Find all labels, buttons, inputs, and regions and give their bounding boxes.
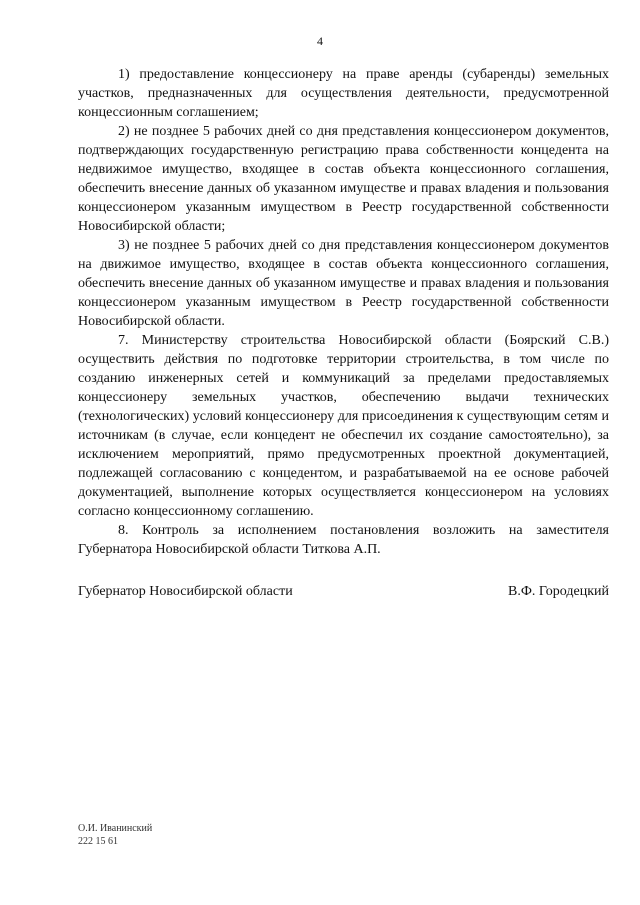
document-body [78,65,609,559]
paragraph-item-2: 2) не позднее 5 рабочих дней со дня представления концессионером документов, подтверждающих государственную регистрацию права собственности концедента на недвижимое имущество, входящее в состав объекта концессионного соглашения, обеспечить внесение данных об указанном имуществе и правах владения и пользования концессионером указанным имуществом в Реестр государственной собственности Новосибирской области; [78,124,609,234]
signature-block [78,582,609,601]
paragraph-item-3: 3) не позднее 5 рабочих дней со дня представления концессионером документов на движимое имущество, входящее в состав объекта концессионного соглашения, обеспечить внесение данных об указанном имуществе и правах владения и пользования концессионером указанным имуществом в Реестр государственной собственности Новосибирской области. [78,238,609,329]
executor-phone: 222 15 61 [78,836,118,847]
executor-name: О.И. Иванинский [78,823,153,834]
executor-footer [78,822,152,848]
paragraph-item-1: 1) предоставление концессионеру на праве аренды (субаренды) земельных участков, предназначенных для осуществления деятельности, предусмотренной концессионным соглашением; [78,67,609,120]
paragraph-clause-8: 8. Контроль за исполнением постановления возложить на заместителя Губернатора Новосибирской области Титкова А.П. [78,523,609,557]
signatory-name: В.Ф. Городецкий [508,584,609,599]
page-number: 4 [317,34,323,48]
paragraph-clause-7: 7. Министерству строительства Новосибирской области (Боярский С.В.) осуществить действия по подготовке территории строительства, в том числе по созданию инженерных сетей и коммуникаций за пределами предоставляемых концессионеру земельных участков, обеспечению выдачи технических (технологических) условий концессионеру для присоединения к существующим сетям и источникам (в случае, если концедент не обеспечил их создание самостоятельно), за исключением мероприятий, прямо предусмотренных проектной документацией, подлежащей согласованию с концедентом, и разрабатываемой на ее основе рабочей документацией, выполнение которых осуществляется концессионером на условиях согласно концессионному соглашению. [78,333,609,519]
signatory-position: Губернатор Новосибирской области [78,584,293,599]
